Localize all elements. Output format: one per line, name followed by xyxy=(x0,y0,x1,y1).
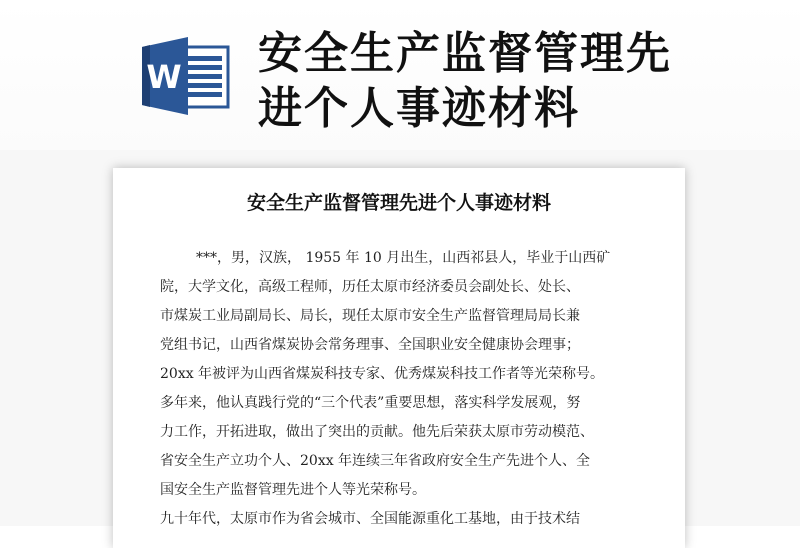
word-letter: W xyxy=(146,58,182,96)
body-line: 力工作，开拓进取，做出了突出的贡献。他先后荣获太原市劳动模范、 xyxy=(160,424,594,440)
body-line: 国安全生产监督管理先进个人等光荣称号。 xyxy=(160,482,426,498)
page-title-line-1: 安全生产监督管理先 xyxy=(258,28,672,79)
body-line: 市煤炭工业局副局长、局长，现任太原市安全生产监督管理局局长兼 xyxy=(160,308,580,324)
document-body xyxy=(160,244,650,534)
body-line: ***，男，汉族， 1955 年 10 月出生，山西祁县人，毕业于山西矿 xyxy=(196,250,611,266)
page-title-line-2: 进个人事迹材料 xyxy=(258,83,580,134)
body-line: 多年来，他认真践行党的“三个代表”重要思想，落实科学发展观，努 xyxy=(160,395,581,411)
document-title: 安全生产监督管理先进个人事迹材料 xyxy=(246,192,551,214)
header-banner xyxy=(0,0,800,150)
page-title xyxy=(258,26,778,136)
word-document-icon xyxy=(142,37,234,115)
body-line: 省安全生产立功个人、20xx 年连续三年省政府安全生产先进个人、全 xyxy=(160,453,591,469)
body-line: 院，大学文化，高级工程师，历任太原市经济委员会副处长、处长、 xyxy=(160,279,580,295)
body-line: 九十年代，太原市作为省会城市、全国能源重化工基地，由于技术结 xyxy=(160,511,580,527)
document-page xyxy=(113,168,685,548)
body-line: 党组书记，山西省煤炭协会常务理事、全国职业安全健康协会理事； xyxy=(160,337,580,353)
body-line: 20xx 年被评为山西省煤炭科技专家、优秀煤炭科技工作者等光荣称号。 xyxy=(160,366,605,382)
